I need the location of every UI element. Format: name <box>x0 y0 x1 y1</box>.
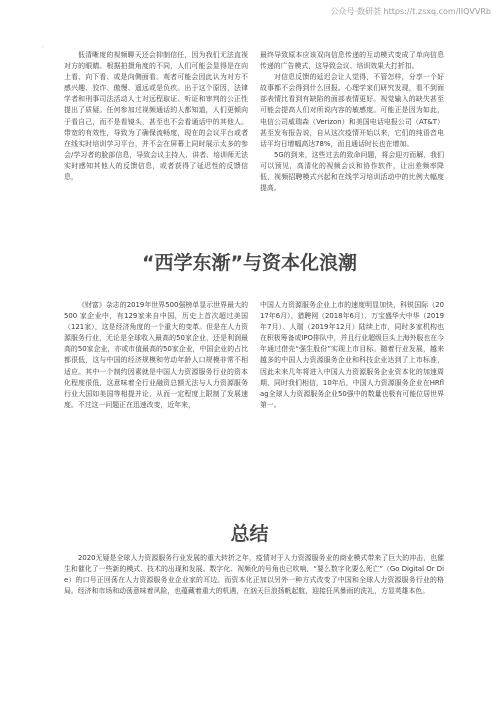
source-watermark: 公众号·数研荟 https://t.zsxq.com/IIQVVRb <box>330 7 491 16</box>
section-heading: “西学东渐”与资本化浪潮 <box>142 252 357 274</box>
paragraph: 《财富》杂志的2019年世界500强榜单显示世界最大的 500 家企业中，有129家来自中国，历史上首次超过美国（121家），这是经济角度的一个重大的变革。但是在人力资源服务行业，无论是全球收入最高的50家企业，还是利润最高的50家企业，亦或市值最高的50家企业，中国企业的占比都很低，这与中国的经济规模和劳动年龄人口规模非常不相适应。其中一个制约因素就是中国人力资源服务行业的资本化程度很低，这意味着全行业融资总额无法与人力资源服务行业大国如美国等相提并论，从而一定程度上限制了发展速度。不过这一问题正在迅速改变，近年来， <box>64 301 248 409</box>
section1-right-column <box>260 50 444 194</box>
paragraph: 5G的到来，这些过去的致命问题，将会迎刃而解，我们可以预见，高清化的视频会议和协作软件，让出差频率降低，视频招聘模式兴起和在线学习培训活动中的比例大幅度提高。 <box>260 150 444 193</box>
section2-columns <box>64 300 444 411</box>
paragraph: 低清晰度的视频聊天还会抑制信任，因为我们无法直视对方的眼睛。根据拍摄角度的不同，人们可能会显得是在向上看、向下看、或是向侧面看。观者可能会因此认为对方不感兴趣、狡诈、傲慢、遥远或是负疚。出于这个原因，法律学者和刑事司法活动人士对远程取证、听证和审判的公正性提出了质疑。任何参加过视频通话的人都知道，人们更倾向于看自己，而不是看镜头，甚至也不会看通话中的其他人。带宽的有效性，导致为了确保流畅度，现在的会议平台或者在线实时培训学习平台，并不会在屏幕上同时展示太多的参会/学习者的脸部信息，导致会议主持人、讲者、培训师无法实时感知其他人的反馈信息，或者获得了延迟性的反馈信息， <box>64 51 248 182</box>
paragraph: 对信息反馈的延迟会让人觉得，不管怎样，分享一个好故事都不会得到什么回报。心理学家们研究发现，看不到面部表情比看到有缺陷的面部表情更好。视觉输入的缺失甚至可能会提高人们对所说内容的敏感度。可能正是因为如此，电信公司威瑞森（Verizon）和美国电话电报公司（AT&T）甚至发布报告说，自从这次疫情开始以来，它们的纯语音电话平均日增幅高达78%，而且通话时长也在增加。 <box>260 73 444 148</box>
summary-heading: 总结 <box>230 523 269 545</box>
section2-left-column <box>64 300 248 411</box>
summary-paragraph: 2020无疑是全球人力资源服务行业发展的重大转折之年，疫情对于人力资源服务业的商业模式带来了巨大的冲击，也催生和催化了一些新的模式、技术的出现和发展。数字化、视频化的号角也已吹响，“要么数字化要么死亡”（Go Digital Or Die）的口号正回荡在人力资源服务业企业家的耳边。而资本化正加以另外一种方式改变了中国和全球人力资源服务行业的格局。经济和市场和动荡意味着风险，也蕴藏着重大的机遇，在汹天巨浪扬帆起航，迎接狂风暴雨的洗礼，方显英雄本色。 <box>64 554 444 596</box>
section1-left-column <box>64 50 248 194</box>
summary-block <box>64 553 444 597</box>
paragraph: 最终导致原本应该双向信息传递的互动模式变成了单向信息传递的广告模式，这导致会议、培训效果大打折扣。 <box>260 51 444 71</box>
section1-columns <box>64 50 444 194</box>
section2-right-column <box>260 300 444 411</box>
paragraph: 中国人力资源服务企业上市的速度明显加快，科锐国际（2017年6月）、猎聘网（2018年6月）、万宝盛华大中华（2019年7月）、人瑞（2019年12月）陆续上市，同时多家机构也在积极筹备或IPO排队中，并且行业超级巨头上海外服也在今年通过借壳“强生股份”实现上市目标。随着行业发展，越来越多的中国人力资源服务企业和科技企业达到了上市标准，因此未来几年将进入中国人力资源服务企业资本化的加速周期，同时我们相信，10年后，中国人力资源服务企业在HRflag全球人力资源服务企业50强中的数量也极有可能位居世界第一。 <box>260 301 444 409</box>
